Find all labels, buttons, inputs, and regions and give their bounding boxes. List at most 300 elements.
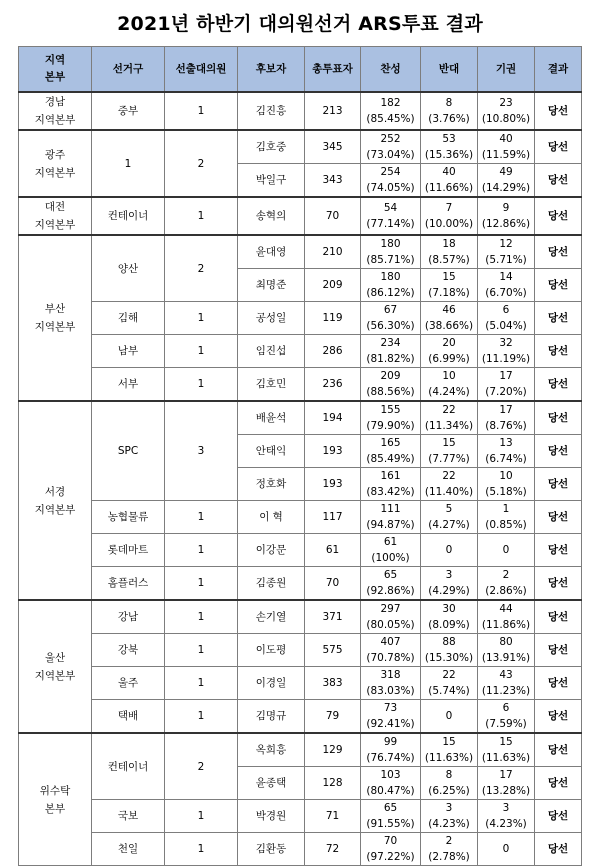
seats-cell: 1 bbox=[165, 534, 238, 567]
district-cell: 홈플러스 bbox=[92, 567, 165, 601]
abstain-cell bbox=[478, 130, 535, 164]
yes-cell-count: 297 bbox=[380, 603, 401, 615]
table-row bbox=[19, 501, 582, 534]
yes-cell-percent: (77.14%) bbox=[366, 218, 415, 230]
abstain-cell-count: 80 bbox=[499, 636, 513, 648]
district-cell: 국보 bbox=[92, 800, 165, 833]
candidate-cell: 김호중 bbox=[238, 130, 305, 164]
region-name-line1: 광주 bbox=[44, 148, 66, 161]
seats-cell: 1 bbox=[165, 368, 238, 402]
abstain-cell bbox=[478, 501, 535, 534]
abstain-cell-count: 13 bbox=[499, 437, 513, 449]
abstain-cell bbox=[478, 302, 535, 335]
result-cell: 당선 bbox=[535, 368, 582, 402]
yes-cell bbox=[361, 302, 421, 335]
abstain-cell bbox=[478, 235, 535, 269]
yes-cell-count: 65 bbox=[383, 802, 398, 814]
region-name-line2: 지역본부 bbox=[34, 114, 76, 126]
abstain-cell-percent: (6.74%) bbox=[485, 453, 527, 465]
abstain-cell-percent: (2.86%) bbox=[485, 585, 527, 597]
yes-cell-count: 180 bbox=[380, 238, 401, 250]
candidate-cell: 김명규 bbox=[238, 700, 305, 734]
result-cell: 당선 bbox=[535, 335, 582, 368]
region-name-line1: 울산 bbox=[44, 651, 66, 664]
candidate-cell: 김진흥 bbox=[238, 92, 305, 130]
header-result: 결과 bbox=[535, 47, 582, 93]
no-cell-count: 15 bbox=[442, 736, 456, 748]
abstain-cell bbox=[478, 567, 535, 601]
no-cell bbox=[421, 634, 478, 667]
district-cell: 농협물류 bbox=[92, 501, 165, 534]
header-abstain: 기권 bbox=[478, 47, 535, 93]
region-name-line2: 지역본부 bbox=[34, 321, 76, 333]
result-cell: 당선 bbox=[535, 501, 582, 534]
region-name-line1: 경남 bbox=[44, 96, 66, 108]
yes-cell-percent: (83.42%) bbox=[366, 486, 415, 498]
abstain-cell bbox=[478, 667, 535, 700]
yes-cell bbox=[361, 600, 421, 634]
yes-cell bbox=[361, 634, 421, 667]
region-cell bbox=[19, 733, 92, 866]
table-row bbox=[19, 401, 582, 435]
abstain-cell-count: 44 bbox=[499, 603, 513, 615]
abstain-cell-percent: (7.59%) bbox=[485, 718, 527, 730]
no-cell-count: 5 bbox=[445, 503, 453, 515]
yes-cell-percent: (80.05%) bbox=[366, 619, 415, 631]
no-cell bbox=[421, 468, 478, 501]
abstain-cell bbox=[478, 634, 535, 667]
abstain-cell-percent: (11.63%) bbox=[481, 752, 531, 764]
abstain-cell bbox=[478, 600, 535, 634]
abstain-cell-percent: (5.71%) bbox=[485, 254, 527, 266]
region-cell bbox=[19, 600, 92, 733]
yes-cell-percent: (79.90%) bbox=[366, 420, 415, 432]
total-votes-cell: 79 bbox=[305, 700, 361, 734]
abstain-cell-count: 6 bbox=[502, 702, 510, 714]
no-cell-count: 53 bbox=[442, 133, 456, 145]
yes-cell-percent: (74.05%) bbox=[366, 182, 415, 194]
yes-cell bbox=[361, 401, 421, 435]
district-cell: 컨테이너 bbox=[92, 197, 165, 235]
table-row bbox=[19, 634, 582, 667]
total-votes-cell: 194 bbox=[305, 401, 361, 435]
abstain-cell bbox=[478, 468, 535, 501]
yes-cell bbox=[361, 92, 421, 130]
no-cell-percent: (7.77%) bbox=[428, 453, 470, 465]
yes-cell bbox=[361, 130, 421, 164]
abstain-cell bbox=[478, 269, 535, 302]
yes-cell-percent: (73.04%) bbox=[366, 149, 415, 161]
yes-cell-percent: (83.03%) bbox=[366, 685, 415, 697]
yes-cell-percent: (85.71%) bbox=[366, 254, 415, 266]
no-cell bbox=[421, 534, 478, 567]
yes-cell-count: 70 bbox=[383, 835, 398, 847]
header-region-line2: 본부 bbox=[44, 71, 66, 83]
total-votes-cell: 236 bbox=[305, 368, 361, 402]
table-row bbox=[19, 534, 582, 567]
region-name-line1: 부산 bbox=[44, 303, 66, 315]
no-cell-count: 0 bbox=[445, 710, 453, 722]
abstain-cell-percent: (5.18%) bbox=[485, 486, 527, 498]
district-cell: 컨테이너 bbox=[92, 733, 165, 800]
abstain-cell-percent: (8.76%) bbox=[485, 420, 527, 432]
yes-cell bbox=[361, 164, 421, 198]
result-cell: 당선 bbox=[535, 767, 582, 800]
header-row bbox=[19, 47, 582, 93]
table-row bbox=[19, 335, 582, 368]
abstain-cell-count: 15 bbox=[499, 736, 513, 748]
abstain-cell bbox=[478, 92, 535, 130]
abstain-cell-percent: (11.59%) bbox=[481, 149, 531, 161]
no-cell-count: 8 bbox=[445, 769, 453, 781]
yes-cell bbox=[361, 269, 421, 302]
abstain-cell-count: 23 bbox=[499, 97, 513, 109]
total-votes-cell: 72 bbox=[305, 833, 361, 866]
region-cell bbox=[19, 235, 92, 401]
candidate-cell: 송혁의 bbox=[238, 197, 305, 235]
total-votes-cell: 286 bbox=[305, 335, 361, 368]
abstain-cell-count: 0 bbox=[502, 544, 510, 556]
yes-cell-percent: (92.41%) bbox=[366, 718, 415, 730]
no-cell bbox=[421, 800, 478, 833]
no-cell-count: 22 bbox=[442, 669, 456, 681]
yes-cell-count: 67 bbox=[383, 304, 398, 316]
yes-cell-percent: (97.22%) bbox=[366, 851, 415, 863]
table-row bbox=[19, 92, 582, 130]
no-cell-percent: (3.76%) bbox=[428, 113, 470, 125]
no-cell-percent: (4.24%) bbox=[428, 386, 470, 398]
no-cell-percent: (6.25%) bbox=[428, 785, 470, 797]
abstain-cell-percent: (4.23%) bbox=[485, 818, 527, 830]
results-table bbox=[18, 46, 582, 866]
no-cell bbox=[421, 767, 478, 800]
seats-cell: 1 bbox=[165, 567, 238, 601]
table-row bbox=[19, 197, 582, 235]
abstain-cell-percent: (11.86%) bbox=[481, 619, 531, 631]
no-cell-percent: (5.74%) bbox=[428, 685, 470, 697]
header-candidate: 후보자 bbox=[238, 47, 305, 93]
yes-cell bbox=[361, 368, 421, 402]
no-cell-percent: (15.30%) bbox=[424, 652, 474, 664]
no-cell-percent: (4.27%) bbox=[428, 519, 470, 531]
no-cell bbox=[421, 235, 478, 269]
region-name-line1: 위수탁 bbox=[39, 784, 71, 797]
abstain-cell-count: 9 bbox=[502, 202, 510, 214]
seats-cell: 1 bbox=[165, 600, 238, 634]
yes-cell-count: 407 bbox=[380, 636, 401, 648]
district-cell: 롯데마트 bbox=[92, 534, 165, 567]
result-cell: 당선 bbox=[535, 534, 582, 567]
yes-cell-count: 254 bbox=[380, 166, 401, 178]
no-cell bbox=[421, 269, 478, 302]
no-cell bbox=[421, 567, 478, 601]
yes-cell-count: 165 bbox=[380, 437, 401, 449]
abstain-cell bbox=[478, 833, 535, 866]
total-votes-cell: 210 bbox=[305, 235, 361, 269]
abstain-cell-count: 1 bbox=[502, 503, 510, 515]
abstain-cell-percent: (0.85%) bbox=[485, 519, 527, 531]
district-cell: 중부 bbox=[92, 92, 165, 130]
region-cell bbox=[19, 92, 92, 130]
header-district: 선거구 bbox=[92, 47, 165, 93]
no-cell-percent: (38.66%) bbox=[424, 320, 474, 332]
abstain-cell-percent: (6.70%) bbox=[485, 287, 527, 299]
no-cell-count: 46 bbox=[442, 304, 456, 316]
candidate-cell: 이경일 bbox=[238, 667, 305, 700]
no-cell-count: 22 bbox=[442, 404, 456, 416]
result-cell: 당선 bbox=[535, 164, 582, 198]
header-seats: 선출대의원 bbox=[165, 47, 238, 93]
no-cell bbox=[421, 130, 478, 164]
seats-cell: 1 bbox=[165, 667, 238, 700]
candidate-cell: 손기열 bbox=[238, 600, 305, 634]
abstain-cell bbox=[478, 700, 535, 734]
no-cell-percent: (6.99%) bbox=[428, 353, 470, 365]
abstain-cell bbox=[478, 368, 535, 402]
yes-cell-count: 54 bbox=[383, 202, 398, 214]
candidate-cell: 배윤석 bbox=[238, 401, 305, 435]
abstain-cell-count: 17 bbox=[499, 769, 513, 781]
region-name-line2: 지역본부 bbox=[34, 669, 76, 682]
abstain-cell bbox=[478, 335, 535, 368]
no-cell-percent: (11.34%) bbox=[424, 420, 474, 432]
no-cell-count: 18 bbox=[442, 238, 456, 250]
no-cell bbox=[421, 600, 478, 634]
abstain-cell-percent: (13.91%) bbox=[481, 652, 531, 664]
no-cell-count: 0 bbox=[445, 544, 453, 556]
no-cell bbox=[421, 435, 478, 468]
yes-cell bbox=[361, 667, 421, 700]
table-row bbox=[19, 733, 582, 767]
yes-cell bbox=[361, 501, 421, 534]
abstain-cell-percent: (14.29%) bbox=[481, 182, 531, 194]
total-votes-cell: 128 bbox=[305, 767, 361, 800]
candidate-cell: 임진섭 bbox=[238, 335, 305, 368]
yes-cell-percent: (100%) bbox=[371, 552, 410, 564]
district-cell: 남부 bbox=[92, 335, 165, 368]
result-cell: 당선 bbox=[535, 302, 582, 335]
abstain-cell-count: 17 bbox=[499, 370, 513, 382]
yes-cell bbox=[361, 335, 421, 368]
header-no: 반대 bbox=[421, 47, 478, 93]
no-cell-count: 3 bbox=[445, 802, 453, 814]
yes-cell-count: 73 bbox=[383, 702, 398, 714]
no-cell bbox=[421, 700, 478, 734]
abstain-cell-count: 2 bbox=[502, 569, 510, 581]
no-cell-count: 2 bbox=[445, 835, 453, 847]
no-cell-percent: (15.36%) bbox=[424, 149, 474, 161]
no-cell bbox=[421, 92, 478, 130]
header-yes: 찬성 bbox=[361, 47, 421, 93]
abstain-cell bbox=[478, 534, 535, 567]
total-votes-cell: 383 bbox=[305, 667, 361, 700]
district-cell: SPC bbox=[92, 401, 165, 501]
total-votes-cell: 119 bbox=[305, 302, 361, 335]
no-cell-count: 8 bbox=[445, 97, 453, 109]
yes-cell-percent: (94.87%) bbox=[366, 519, 415, 531]
no-cell-percent: (7.18%) bbox=[428, 287, 470, 299]
district-cell: 울주 bbox=[92, 667, 165, 700]
table-row bbox=[19, 567, 582, 601]
seats-cell: 1 bbox=[165, 833, 238, 866]
table-row bbox=[19, 600, 582, 634]
abstain-cell-percent: (11.23%) bbox=[481, 685, 531, 697]
yes-cell bbox=[361, 700, 421, 734]
result-cell: 당선 bbox=[535, 634, 582, 667]
yes-cell-percent: (85.49%) bbox=[366, 453, 415, 465]
seats-cell: 1 bbox=[165, 800, 238, 833]
region-cell bbox=[19, 130, 92, 197]
total-votes-cell: 209 bbox=[305, 269, 361, 302]
table-row bbox=[19, 130, 582, 164]
total-votes-cell: 70 bbox=[305, 567, 361, 601]
seats-cell: 1 bbox=[165, 302, 238, 335]
district-cell: 1 bbox=[92, 130, 165, 197]
table-row bbox=[19, 667, 582, 700]
yes-cell-count: 155 bbox=[380, 404, 401, 416]
region-name-line2: 지역본부 bbox=[34, 503, 76, 516]
yes-cell-percent: (56.30%) bbox=[366, 320, 415, 332]
no-cell-percent: (4.23%) bbox=[428, 818, 470, 830]
no-cell bbox=[421, 302, 478, 335]
total-votes-cell: 71 bbox=[305, 800, 361, 833]
seats-cell: 1 bbox=[165, 501, 238, 534]
yes-cell-percent: (86.12%) bbox=[366, 287, 415, 299]
no-cell-percent: (4.29%) bbox=[428, 585, 470, 597]
seats-cell: 1 bbox=[165, 634, 238, 667]
candidate-cell: 이도평 bbox=[238, 634, 305, 667]
result-cell: 당선 bbox=[535, 197, 582, 235]
yes-cell bbox=[361, 468, 421, 501]
yes-cell bbox=[361, 733, 421, 767]
no-cell bbox=[421, 368, 478, 402]
region-name-line1: 서경 bbox=[44, 485, 66, 498]
yes-cell bbox=[361, 567, 421, 601]
no-cell-count: 3 bbox=[445, 569, 453, 581]
no-cell bbox=[421, 501, 478, 534]
result-cell: 당선 bbox=[535, 269, 582, 302]
yes-cell-percent: (70.78%) bbox=[366, 652, 415, 664]
region-cell bbox=[19, 197, 92, 235]
total-votes-cell: 129 bbox=[305, 733, 361, 767]
header-region bbox=[19, 47, 92, 93]
abstain-cell-count: 40 bbox=[499, 133, 513, 145]
yes-cell-percent: (88.56%) bbox=[366, 386, 415, 398]
abstain-cell-count: 3 bbox=[502, 802, 510, 814]
district-cell: 강남 bbox=[92, 600, 165, 634]
yes-cell-count: 161 bbox=[380, 470, 401, 482]
abstain-cell-percent: (11.19%) bbox=[481, 353, 531, 365]
yes-cell-count: 252 bbox=[380, 133, 401, 145]
no-cell-percent: (11.66%) bbox=[424, 182, 474, 194]
district-cell: 택배 bbox=[92, 700, 165, 734]
results-body bbox=[19, 92, 582, 866]
no-cell-count: 22 bbox=[442, 470, 456, 482]
no-cell bbox=[421, 401, 478, 435]
candidate-cell: 공성일 bbox=[238, 302, 305, 335]
abstain-cell bbox=[478, 197, 535, 235]
candidate-cell: 김환동 bbox=[238, 833, 305, 866]
result-cell: 당선 bbox=[535, 567, 582, 601]
table-row bbox=[19, 800, 582, 833]
yes-cell-percent: (81.82%) bbox=[366, 353, 415, 365]
abstain-cell-count: 6 bbox=[502, 304, 510, 316]
total-votes-cell: 575 bbox=[305, 634, 361, 667]
yes-cell bbox=[361, 534, 421, 567]
total-votes-cell: 193 bbox=[305, 468, 361, 501]
total-votes-cell: 343 bbox=[305, 164, 361, 198]
abstain-cell bbox=[478, 435, 535, 468]
table-row bbox=[19, 368, 582, 402]
yes-cell-percent: (80.47%) bbox=[366, 785, 415, 797]
result-cell: 당선 bbox=[535, 435, 582, 468]
yes-cell-count: 318 bbox=[380, 669, 401, 681]
seats-cell: 1 bbox=[165, 197, 238, 235]
yes-cell bbox=[361, 767, 421, 800]
seats-cell: 1 bbox=[165, 700, 238, 734]
total-votes-cell: 193 bbox=[305, 435, 361, 468]
seats-cell: 1 bbox=[165, 92, 238, 130]
no-cell bbox=[421, 733, 478, 767]
yes-cell-count: 99 bbox=[383, 736, 398, 748]
result-cell: 당선 bbox=[535, 733, 582, 767]
district-cell: 서부 bbox=[92, 368, 165, 402]
district-cell: 강북 bbox=[92, 634, 165, 667]
yes-cell-count: 111 bbox=[380, 503, 401, 515]
no-cell bbox=[421, 197, 478, 235]
district-cell: 김해 bbox=[92, 302, 165, 335]
yes-cell-count: 180 bbox=[380, 271, 401, 283]
region-name-line2: 본부 bbox=[44, 802, 66, 815]
result-cell: 당선 bbox=[535, 401, 582, 435]
abstain-cell-count: 49 bbox=[499, 166, 513, 178]
abstain-cell-count: 10 bbox=[499, 470, 513, 482]
yes-cell bbox=[361, 235, 421, 269]
abstain-cell bbox=[478, 733, 535, 767]
no-cell-percent: (2.78%) bbox=[428, 851, 470, 863]
total-votes-cell: 345 bbox=[305, 130, 361, 164]
no-cell bbox=[421, 164, 478, 198]
no-cell-count: 30 bbox=[442, 603, 456, 615]
yes-cell-percent: (92.86%) bbox=[366, 585, 415, 597]
no-cell-count: 40 bbox=[442, 166, 456, 178]
no-cell bbox=[421, 833, 478, 866]
page-title: 2021년 하반기 대의원선거 ARS투표 결과 bbox=[117, 13, 483, 35]
yes-cell-percent: (76.74%) bbox=[366, 752, 415, 764]
candidate-cell: 최명준 bbox=[238, 269, 305, 302]
header-total-votes: 총투표자 bbox=[305, 47, 361, 93]
abstain-cell-count: 14 bbox=[499, 271, 513, 283]
table-row bbox=[19, 235, 582, 269]
result-cell: 당선 bbox=[535, 600, 582, 634]
result-cell: 당선 bbox=[535, 235, 582, 269]
abstain-cell-count: 12 bbox=[499, 238, 513, 250]
abstain-cell-count: 32 bbox=[499, 337, 513, 349]
region-name-line2: 지역본부 bbox=[34, 166, 76, 179]
abstain-cell-count: 0 bbox=[502, 843, 510, 855]
candidate-cell: 정호화 bbox=[238, 468, 305, 501]
result-cell: 당선 bbox=[535, 800, 582, 833]
abstain-cell-percent: (5.04%) bbox=[485, 320, 527, 332]
seats-cell: 1 bbox=[165, 335, 238, 368]
no-cell-percent: (10.00%) bbox=[424, 218, 474, 230]
yes-cell bbox=[361, 435, 421, 468]
seats-cell: 2 bbox=[165, 733, 238, 800]
result-cell: 당선 bbox=[535, 468, 582, 501]
seats-cell: 2 bbox=[165, 130, 238, 197]
table-row bbox=[19, 833, 582, 866]
no-cell-count: 15 bbox=[442, 271, 456, 283]
